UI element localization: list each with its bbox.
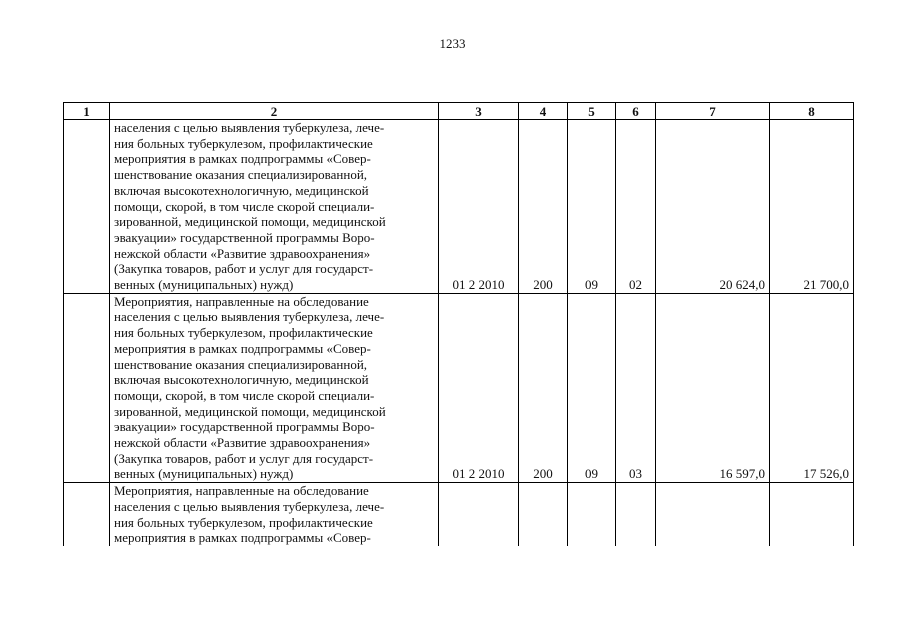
description-line: помощи, скорой, в том числе скорой специали- xyxy=(114,387,375,403)
description-line: нежской области «Развитие здравоохранения» xyxy=(114,245,371,261)
section-cell xyxy=(568,483,616,546)
header-col-3: 3 xyxy=(439,103,519,120)
amount-year-2-cell: 21 700,0 xyxy=(770,120,854,294)
row-number-cell xyxy=(64,483,110,546)
description-line: (Закупка товаров, работ и услуг для государст- xyxy=(114,261,374,277)
description-line: шенствование оказания специализированной, xyxy=(114,356,368,372)
description-line: (Закупка товаров, работ и услуг для государст- xyxy=(114,450,374,466)
description-cell xyxy=(110,293,439,482)
description-line: мероприятия в рамках подпрограммы «Совер- xyxy=(114,151,371,167)
header-col-2: 2 xyxy=(110,103,439,120)
header-col-4: 4 xyxy=(519,103,568,120)
header-col-1: 1 xyxy=(64,103,110,120)
table-row xyxy=(64,120,854,294)
header-col-7: 7 xyxy=(656,103,770,120)
description-line: населения с целью выявления туберкулеза, лече- xyxy=(114,498,385,514)
description-line: венных (муниципальных) нужд) xyxy=(114,277,294,293)
target-article-cell xyxy=(439,483,519,546)
target-article-cell: 01 2 2010 xyxy=(439,120,519,294)
description-line: ния больных туберкулезом, профилактические xyxy=(114,514,373,530)
description-line: зированной, медицинской помощи, медицинской xyxy=(114,214,386,230)
expense-type-cell: 200 xyxy=(519,120,568,294)
description-line: мероприятия в рамках подпрограммы «Совер- xyxy=(114,340,371,356)
description-line: включая высокотехнологичную, медицинской xyxy=(114,182,369,198)
section-cell: 09 xyxy=(568,293,616,482)
amount-year-1-cell: 16 597,0 xyxy=(656,293,770,482)
expense-type-cell: 200 xyxy=(519,293,568,482)
description-cell xyxy=(110,483,439,546)
header-col-8: 8 xyxy=(770,103,854,120)
description-line: включая высокотехнологичную, медицинской xyxy=(114,372,369,388)
description-line: зированной, медицинской помощи, медицинской xyxy=(114,403,386,419)
table-row xyxy=(64,293,854,482)
subsection-cell: 03 xyxy=(616,293,656,482)
description-line: Мероприятия, направленные на обследование xyxy=(114,293,369,309)
description-line: населения с целью выявления туберкулеза, лече- xyxy=(114,309,385,325)
description-line: помощи, скорой, в том числе скорой специали- xyxy=(114,198,375,214)
header-row xyxy=(64,103,854,120)
section-cell: 09 xyxy=(568,120,616,294)
expense-type-cell xyxy=(519,483,568,546)
table-row xyxy=(64,483,854,546)
page-number: 1233 xyxy=(439,36,466,51)
amount-year-2-cell xyxy=(770,483,854,546)
description-cell xyxy=(110,120,439,294)
description-line: нежской области «Развитие здравоохранения» xyxy=(114,435,371,451)
subsection-cell xyxy=(616,483,656,546)
amount-year-1-cell xyxy=(656,483,770,546)
description-line: эвакуации» государственной программы Воро- xyxy=(114,229,375,245)
amount-year-1-cell: 20 624,0 xyxy=(656,120,770,294)
description-line: населения с целью выявления туберкулеза, лече- xyxy=(114,120,385,135)
description-line: ния больных туберкулезом, профилактические xyxy=(114,325,373,341)
amount-year-2-cell: 17 526,0 xyxy=(770,293,854,482)
description-line: эвакуации» государственной программы Воро- xyxy=(114,419,375,435)
description-line: Мероприятия, направленные на обследование xyxy=(114,483,369,499)
budget-table xyxy=(63,102,854,546)
row-number-cell xyxy=(64,293,110,482)
description-line: шенствование оказания специализированной, xyxy=(114,167,368,183)
description-line: ния больных туберкулезом, профилактические xyxy=(114,135,373,151)
header-col-5: 5 xyxy=(568,103,616,120)
description-line: венных (муниципальных) нужд) xyxy=(114,466,294,482)
description-line: мероприятия в рамках подпрограммы «Совер- xyxy=(114,530,371,546)
subsection-cell: 02 xyxy=(616,120,656,294)
header-col-6: 6 xyxy=(616,103,656,120)
row-number-cell xyxy=(64,120,110,294)
target-article-cell: 01 2 2010 xyxy=(439,293,519,482)
